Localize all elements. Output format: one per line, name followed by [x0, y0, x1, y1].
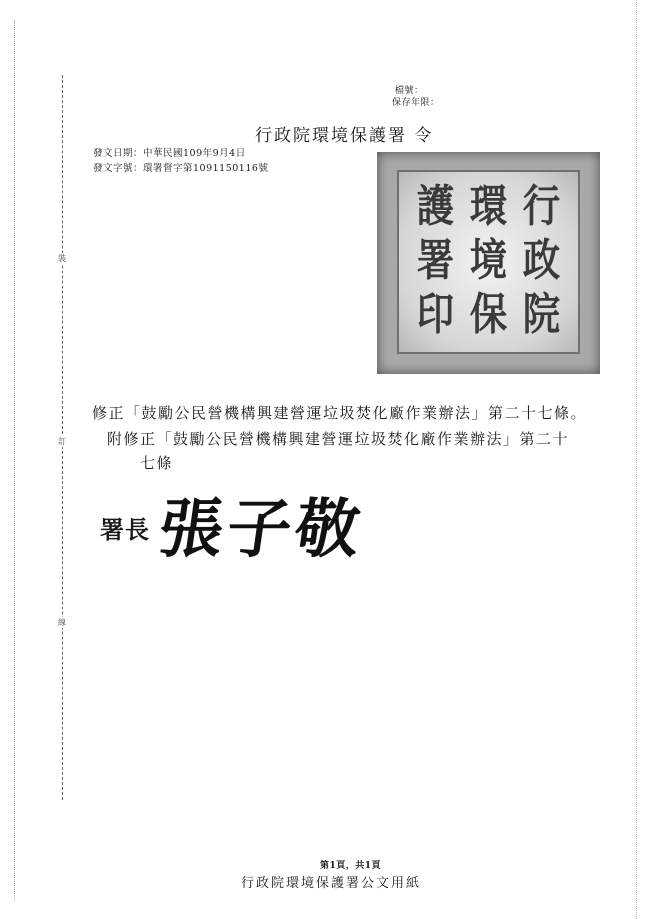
right-edge-line [636, 0, 638, 919]
seal-char: 保 [469, 289, 508, 340]
seal-char: 護 [416, 181, 455, 232]
seal-char: 行 [522, 181, 561, 232]
body-line-2: 附修正「鼓勵公民營機構興建營運垃圾焚化廠作業辦法」第二十 [107, 430, 570, 448]
seal-char: 印 [416, 289, 455, 340]
signatory-signature: 張子敬 [153, 492, 369, 567]
signatory-title: 署長 [100, 515, 150, 544]
seal-char: 政 [522, 235, 561, 286]
document-title: 行政院環境保護署 令 [255, 126, 434, 146]
seal-char: 境 [469, 235, 508, 286]
binding-mark-middle: 訂 [58, 437, 66, 446]
issue-number: 發文字號：環署督字第1091150116號 [93, 163, 269, 174]
retention-period-label: 保存年限： [392, 98, 440, 108]
file-number-label: 檔號： [395, 86, 424, 96]
paper-footer: 行政院環境保護署公文用紙 [241, 876, 422, 891]
binding-mark-top: 裝 [58, 254, 66, 263]
seal-char: 院 [522, 289, 561, 340]
issue-date: 發文日期：中華民國109年9月4日 [93, 148, 246, 159]
body-line-3: 七條 [140, 454, 174, 472]
seal-char: 環 [469, 181, 508, 232]
binding-mark-bottom: 線 [58, 618, 66, 627]
page-number: 第1頁，共1頁 [320, 861, 382, 871]
seal-char: 署 [416, 235, 455, 286]
left-edge-line [14, 20, 16, 900]
body-line-1: 修正「鼓勵公民營機構興建營運垃圾焚化廠作業辦法」第二十七條。 [92, 404, 588, 422]
seal-characters [409, 180, 568, 342]
official-seal [377, 152, 600, 374]
